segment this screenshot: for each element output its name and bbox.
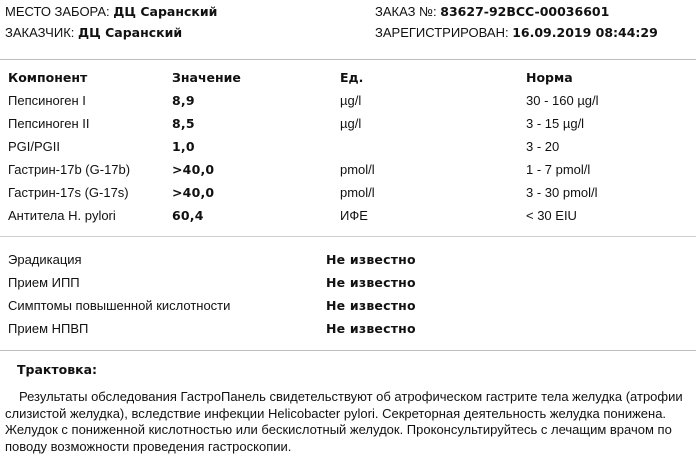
order-number-value: 83627-92BCC-00036601 — [440, 4, 610, 19]
row-unit: µg/l — [340, 116, 362, 131]
row-norm: 1 - 7 pmol/l — [526, 162, 591, 177]
condition-label: Симптомы повышенной кислотности — [8, 298, 231, 313]
column-header-unit: Ед. — [340, 70, 364, 85]
customer-value: ДЦ Саранский — [78, 25, 183, 40]
row-component: Антитела H. pylori — [8, 208, 116, 223]
row-unit: pmol/l — [340, 162, 375, 177]
interpretation-title: Трактовка: — [17, 362, 98, 377]
order-number — [375, 4, 609, 19]
row-norm: < 30 EIU — [526, 208, 577, 223]
row-unit: pmol/l — [340, 185, 375, 200]
row-unit: µg/l — [340, 93, 362, 108]
condition-value: Не известно — [326, 252, 416, 267]
condition-label: Эрадикация — [8, 252, 82, 267]
row-component: Пепсиноген I — [8, 93, 86, 108]
row-norm: 3 - 15 µg/l — [526, 116, 585, 131]
condition-label: Прием НПВП — [8, 321, 89, 336]
registration-date-value: 16.09.2019 08:44:29 — [512, 25, 658, 40]
column-header-component: Компонент — [8, 70, 88, 85]
column-header-norm: Норма — [526, 70, 573, 85]
row-value: 1,0 — [172, 139, 195, 154]
row-unit: ИФЕ — [340, 208, 368, 223]
sampling-site — [5, 4, 217, 19]
row-component: Гастрин-17b (G-17b) — [8, 162, 131, 177]
condition-value: Не известно — [326, 298, 416, 313]
row-norm: 3 - 30 pmol/l — [526, 185, 598, 200]
table-divider — [0, 236, 696, 237]
row-component: Гастрин-17s (G-17s) — [8, 185, 129, 200]
row-value: 8,9 — [172, 93, 195, 108]
row-value: >40,0 — [172, 162, 215, 177]
condition-value: Не известно — [326, 321, 416, 336]
order-number-label: ЗАКАЗ №: — [375, 4, 437, 19]
row-norm: 3 - 20 — [526, 139, 560, 154]
sampling-site-label: МЕСТО ЗАБОРА: — [5, 4, 110, 19]
customer-label: ЗАКАЗЧИК: — [5, 25, 75, 40]
customer — [5, 25, 182, 40]
row-value: >40,0 — [172, 185, 215, 200]
column-header-value: Значение — [172, 70, 241, 85]
registration-date-label: ЗАРЕГИСТРИРОВАН: — [375, 25, 509, 40]
row-norm: 30 - 160 µg/l — [526, 93, 599, 108]
condition-label: Прием ИПП — [8, 275, 80, 290]
row-component: PGI/PGII — [8, 139, 61, 154]
interpretation-text: Результаты обследования ГастроПанель свидетельствуют об атрофическом гастрите тела желудка (атрофии слизистой желудка), вследствие инфекции Helicobacter pylori. Секреторная деятельность желудка понижена. Желудок с пониженной кислотностью или бескислотный желудок. Проконсультируйтесь с лечащим врачом по поводу возможности проведения гастроскопии. — [5, 389, 683, 454]
row-value: 60,4 — [172, 208, 204, 223]
sampling-site-value: ДЦ Саранский — [113, 4, 218, 19]
condition-value: Не известно — [326, 275, 416, 290]
row-value: 8,5 — [172, 116, 195, 131]
registration-date — [375, 25, 658, 40]
header-divider — [0, 59, 696, 60]
row-component: Пепсиноген II — [8, 116, 90, 131]
